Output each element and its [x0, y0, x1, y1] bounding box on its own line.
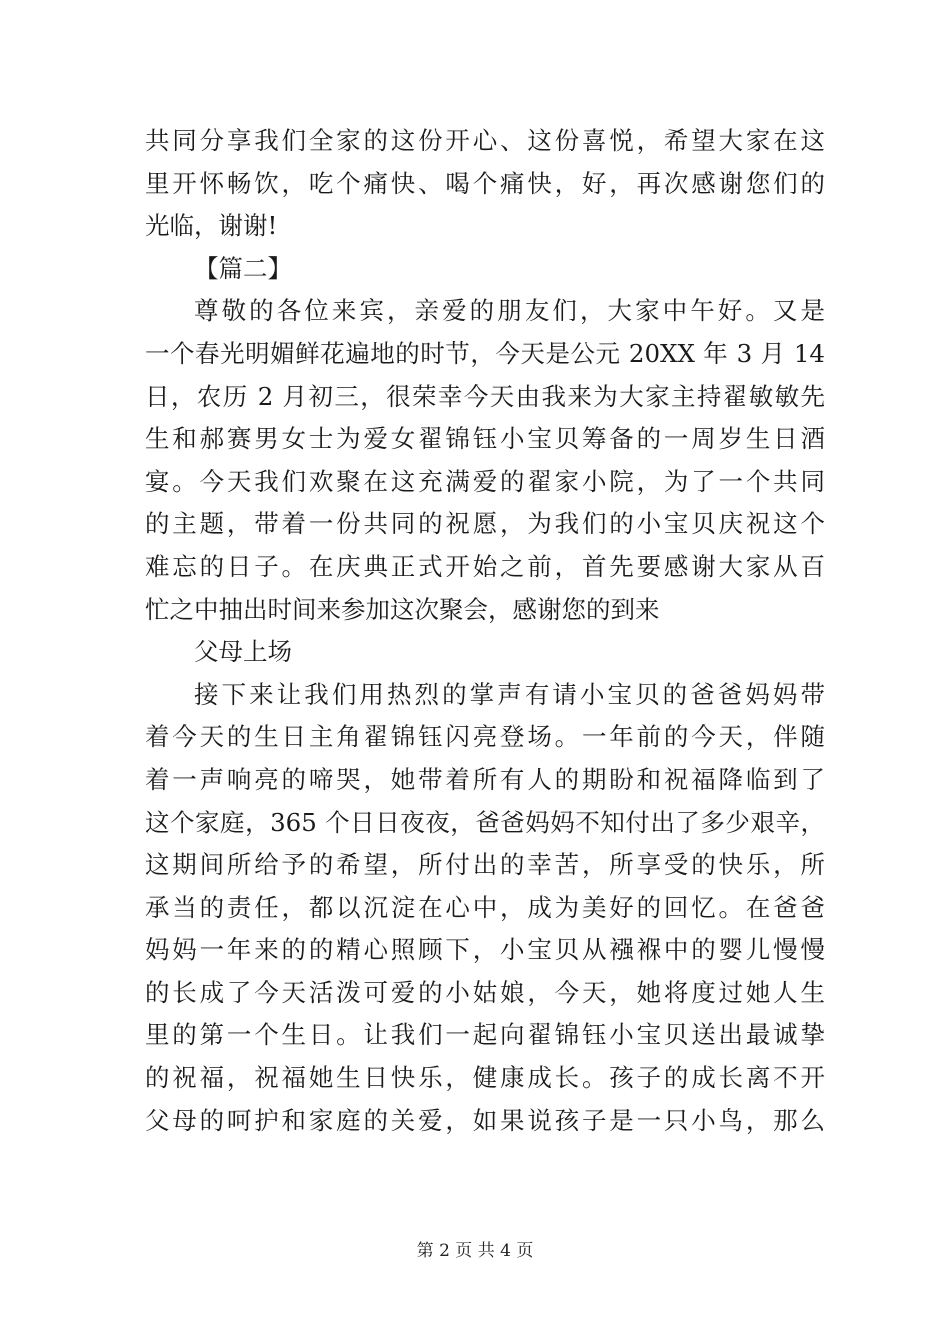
text-line: 忙之中抽出时间来参加这次聚会，感谢您的到来 [145, 594, 660, 624]
page-footer: 第 2 页 共 4 页 [416, 1241, 534, 1261]
text-line: 着一声响亮的啼哭，她带着所有人的期盼和祝福降临到了 [145, 764, 825, 794]
text-line: 接下来让我们用热烈的掌声有请小宝贝的爸爸妈妈带 [194, 679, 825, 709]
text-line: 的祝福，祝福她生日快乐，健康成长。孩子的成长离不开 [145, 1063, 825, 1093]
body-text [145, 120, 825, 1142]
text-line: 难忘的日子。在庆典正式开始之前，首先要感谢大家从百 [145, 551, 825, 581]
text-line: 承当的责任，都以沉淀在心中，成为美好的回忆。在爸爸 [145, 892, 825, 922]
text-line: 一个春光明媚鲜花遍地的时节，今天是公元 20XX 年 3 月 14 [145, 338, 825, 368]
text-line: 里开怀畅饮，吃个痛快、喝个痛快，好，再次感谢您们的 [145, 168, 825, 198]
text-line: 日，农历 2 月初三，很荣幸今天由我来为大家主持翟敏敏先 [145, 381, 825, 411]
text-line: 【篇二】 [194, 253, 292, 283]
text-line: 父母上场 [194, 637, 292, 667]
text-line: 宴。今天我们欢聚在这充满爱的翟家小院，为了一个共同 [145, 466, 825, 496]
text-line: 尊敬的各位来宾，亲爱的朋友们，大家中午好。又是 [194, 296, 825, 326]
text-line: 共同分享我们全家的这份开心、这份喜悦，希望大家在这 [145, 126, 825, 155]
text-line: 这个家庭，365 个日日夜夜，爸爸妈妈不知付出了多少艰辛， [145, 807, 825, 837]
text-line: 的长成了今天活泼可爱的小姑娘，今天，她将度过她人生 [145, 977, 825, 1007]
text-line: 父母的呵护和家庭的关爱，如果说孩子是一只小鸟，那么 [145, 1105, 825, 1135]
text-line: 的主题，带着一份共同的祝愿，为我们的小宝贝庆祝这个 [145, 509, 825, 539]
text-line: 妈妈一年来的的精心照顾下，小宝贝从襁褓中的婴儿慢慢 [145, 935, 825, 965]
text-line: 生和郝赛男女士为爱女翟锦钰小宝贝筹备的一周岁生日酒 [145, 424, 825, 454]
text-line: 这期间所给予的希望，所付出的幸苦，所享受的快乐，所 [145, 850, 825, 880]
text-line: 着今天的生日主角翟锦钰闪亮登场。一年前的今天，伴随 [145, 722, 825, 752]
text-line: 光临，谢谢! [145, 211, 278, 241]
text-line: 里的第一个生日。让我们一起向翟锦钰小宝贝送出最诚挚 [145, 1020, 825, 1050]
